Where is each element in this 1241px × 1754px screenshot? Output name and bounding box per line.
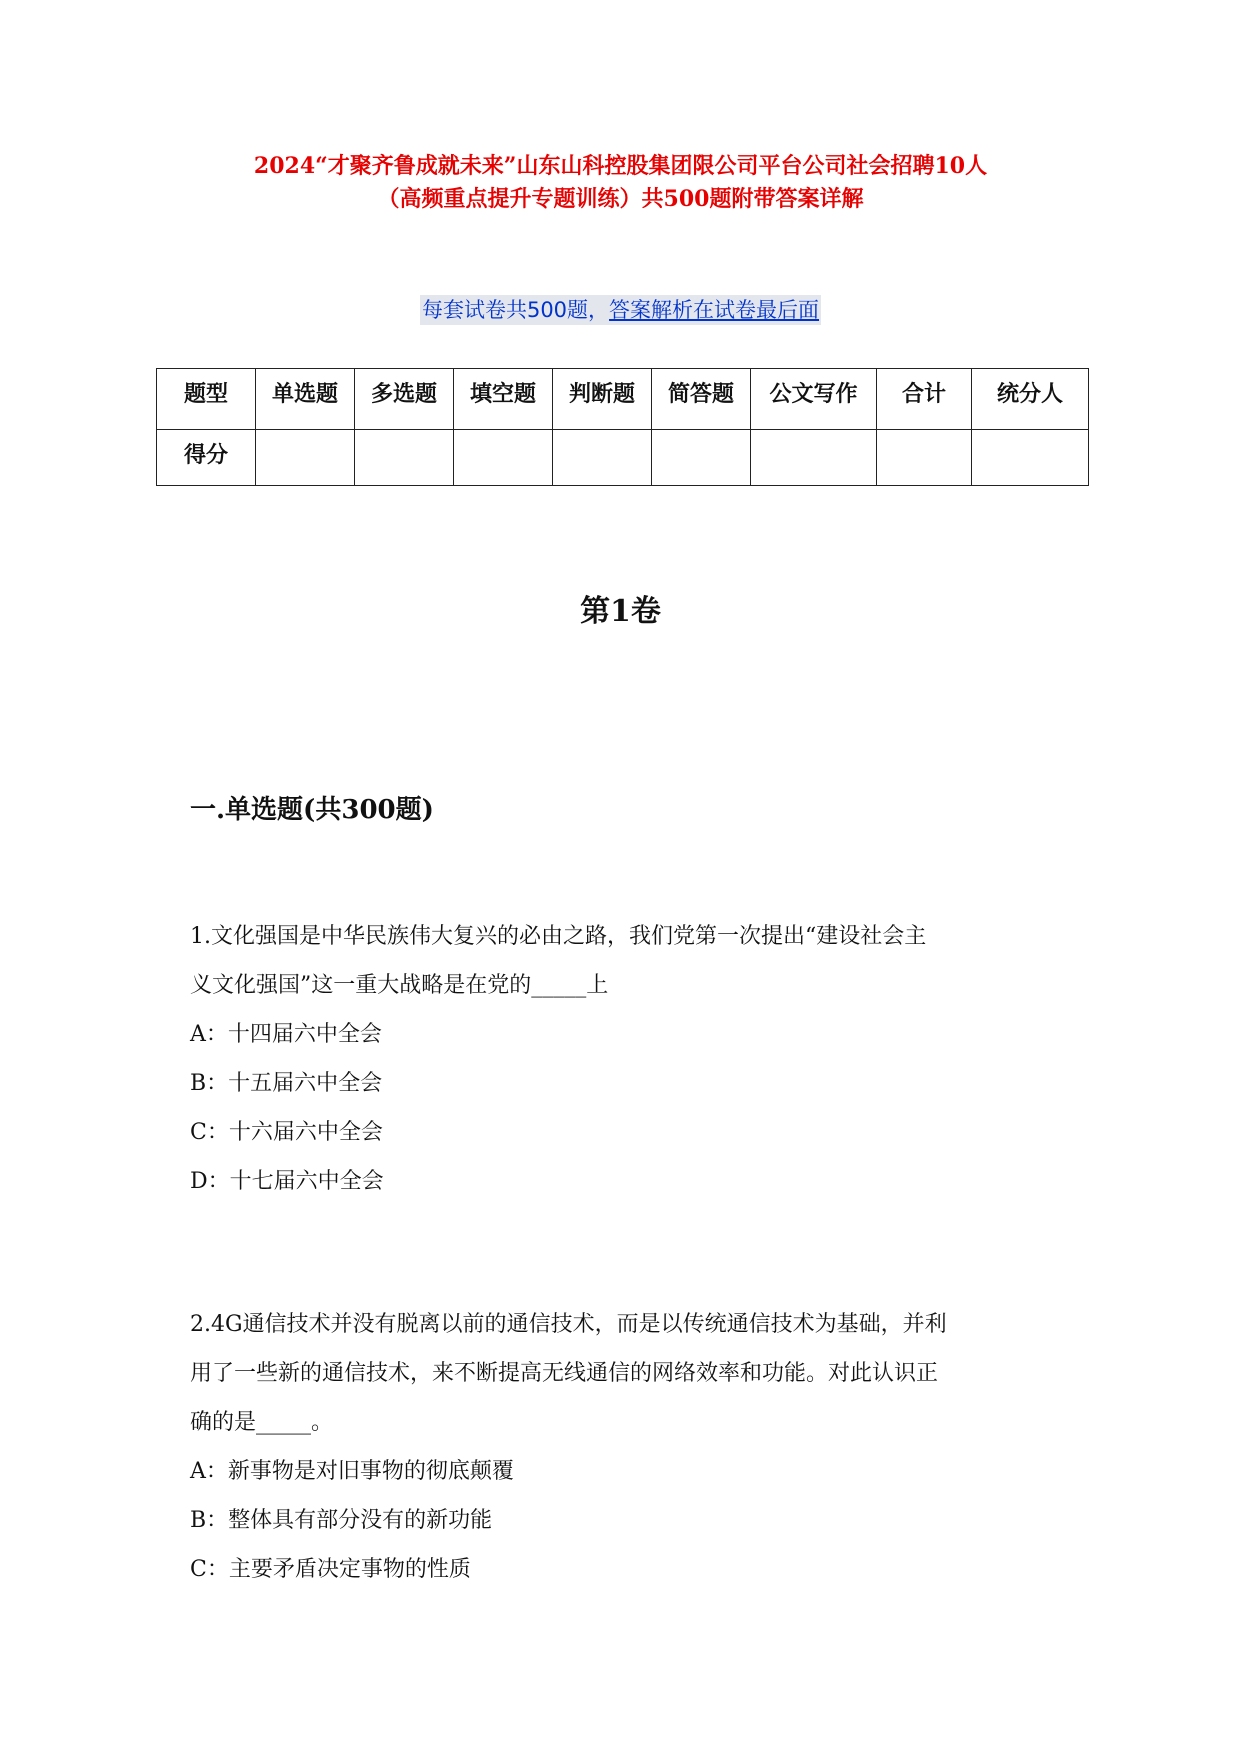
- question-stem-line: 1.文化强国是中华民族伟大复兴的必由之路，我们党第一次提出“建设社会主: [190, 924, 927, 949]
- question-stem-line: 确的是_____。: [190, 1410, 334, 1435]
- score-cell-single-choice: [256, 430, 355, 486]
- score-table-header-row: [157, 369, 1089, 430]
- option-a: A：新事物是对旧事物的彻底颠覆: [190, 1459, 514, 1484]
- option-c: C：十六届六中全会: [190, 1120, 383, 1145]
- option-c: C：主要矛盾决定事物的性质: [190, 1557, 471, 1582]
- question-stem-line: 义文化强国”这一重大战略是在党的_____上: [190, 973, 609, 998]
- score-cell-multiple-choice: [355, 430, 454, 486]
- section-title: 一.单选题(共300题): [190, 795, 434, 825]
- score-header-type: 题型: [157, 369, 256, 430]
- question-2: [190, 1300, 1070, 1594]
- question-stem-line: 用了一些新的通信技术，来不断提高无线通信的网络效率和功能。对此认识正: [190, 1361, 939, 1386]
- score-header-multiple-choice: 多选题: [355, 369, 454, 430]
- score-cell-official-writing: [751, 430, 877, 486]
- score-cell-total: [877, 430, 972, 486]
- question-1: [190, 912, 1070, 1206]
- subtitle-answer-location: 答案解析在试卷最后面: [609, 298, 820, 322]
- score-header-single-choice: 单选题: [256, 369, 355, 430]
- volume-title: 第1卷: [580, 594, 661, 629]
- score-cell-true-false: [553, 430, 652, 486]
- score-header-official-writing: 公文写作: [751, 369, 877, 430]
- score-header-total: 合计: [877, 369, 972, 430]
- option-b: B：十五届六中全会: [190, 1071, 383, 1096]
- subtitle-container: [0, 295, 1241, 325]
- score-table-score-row: [157, 430, 1089, 486]
- option-d: D：十七届六中全会: [190, 1169, 384, 1194]
- subtitle-question-count: 每套试卷共500题，: [421, 298, 610, 322]
- score-header-short-answer: 简答题: [652, 369, 751, 430]
- score-header-true-false: 判断题: [553, 369, 652, 430]
- option-b: B：整体具有部分没有的新功能: [190, 1508, 493, 1533]
- score-table: [156, 368, 1089, 486]
- score-header-scorer: 统分人: [972, 369, 1089, 430]
- document-title-line-2: （高频重点提升专题训练）共500题附带答案详解: [377, 186, 864, 212]
- score-cell-short-answer: [652, 430, 751, 486]
- subtitle: [420, 295, 821, 325]
- score-header-fill-blank: 填空题: [454, 369, 553, 430]
- score-cell-fill-blank: [454, 430, 553, 486]
- document-title: [0, 150, 1241, 216]
- question-stem-line: 2.4G通信技术并没有脱离以前的通信技术，而是以传统通信技术为基础，并利: [190, 1312, 947, 1337]
- option-a: A：十四届六中全会: [190, 1022, 382, 1047]
- score-row-label: 得分: [157, 430, 256, 486]
- score-cell-scorer: [972, 430, 1089, 486]
- document-title-line-1: 2024“才聚齐鲁成就未来”山东山科控股集团限公司平台公司社会招聘10人: [253, 153, 988, 179]
